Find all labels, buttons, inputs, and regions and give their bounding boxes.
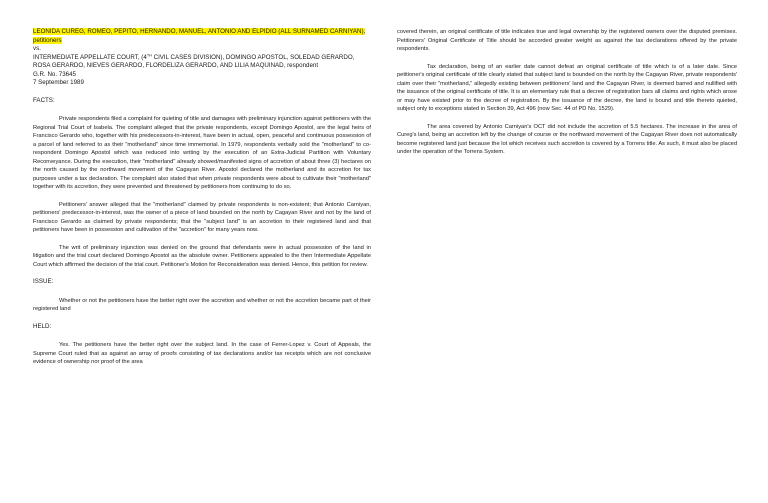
ordinal-superscript: TH	[146, 53, 152, 58]
versus-line: vs.	[33, 45, 41, 52]
held-paragraph-1: Yes. The petitioners have the better right over the subject land. In the case of Ferrer-Lopez v. Court of Appeals, the Supreme Court ruled that as against an array of proofs consisting of tax declarations and/or tax receipts which are not conclusive evidence of ownership nor proof of the area	[33, 342, 371, 365]
case-title-petitioners: LEONIDA CUREG, ROMEO, PEPITO, HERNANDO, MANUEL, ANTONIO AND ELPIDIO (ALL SURNAMED CARNIYAN), petitioners	[33, 28, 366, 44]
held-paragraph-2: Tax declaration, being of an earlier date cannot defeat an original certificate of title which is of a later date. Since petitioner's original certificate of title clearly stated that subject land is bounded on the north by the Cagayan River, private respondents' claim over their "motherland," allegedly existing between petitioners' land and the Cagayan River, is deemed barred and nullified with the issuance of the original certificate of title. It is an elementary rule that a decree of registration bars all claims and rights which arose or may have existed prior to the decree of registration. By the issuance of the decree, the land is bound and title thereto quieted, subject only to exceptions stated in Section 39, Act 496 (now Sec. 44 of PD No. 1529).	[397, 63, 737, 112]
facts-paragraph-2: Petitioners' answer alleged that the "motherland" claimed by private respondents is non-existent; that Antonio Carniyan, petitioners' predecessor-in-interest, was the owner of a piece of land bounded on the north by Cagayan River and not by the land of Francisco Gerardo as claimed by private respondents; that the "subject land" is an accretion to their registered land and that petitioners have been in possession and cultivation of the "accretion" for many years now.	[33, 201, 371, 233]
issue-heading: ISSUE:	[33, 278, 54, 285]
left-column	[33, 0, 371, 367]
case-title-respondents: INTERMEDIATE APPELLATE COURT, (4TH CIVIL CASES DIVISION), DOMINGO APOSTOL, SOLEDAD GERARDO, ROSA GERARDO, NIEVES GERARDO, FLORDELIZA GERARDO, AND LILIA MAQUINAD, respondent	[33, 53, 355, 69]
facts-heading: FACTS:	[33, 96, 55, 104]
held-paragraph-3: The area covered by Antonio Carniyan's OCT did not include the accretion of 5.5 hectares. The increase in the area of Cureg's land, being an accretion left by the change of course or the northward movement of the Cagayan River does not automatically become registered land just because the lot which receives such accretion is covered by a Torrens title. As such, it must also be placed under the operation of the Torrens System.	[397, 123, 737, 155]
issue-paragraph: Whether or not the petitioners have the better right over the accretion and whether or not the accretion became part of their registered land	[33, 297, 371, 312]
decision-date: 7 September 1989	[33, 79, 84, 86]
facts-paragraph-1: Private respondents filed a complaint for quieting of title and damages with preliminary injunction against petitioners with the Regional Trial Court of Isabela. The complaint alleged that the private respondents, except Domingo Apostol, are the legal heirs of Francisco Gerardo who, together with his predecessors-in-interest, have been in actual, open, peaceful and continuous possession of a parcel of land referred to as their "motherland" since time immemorial. In 1979, respondents verbally sold the "motherland" to co-respondent Domingo Apostol which was reduced into writing by the execution of an Extra-Judicial Partition with Voluntary Reconveyance. During the execution, their "motherland" already showed/manifested signs of accretion of about three (3) hectares on the north caused by the northward movement of the Cagayan River. Apostol declared the motherland and its accretion for tax purposes under a tax declaration. The complaint also stated that when private respondents were about to cultivate their "motherland" together with its accretion, they were prevented and threatened by petitioners from continuing to do so.	[33, 116, 371, 190]
held-paragraph-1-continued: covered therein, an original certificate of title indicates true and legal ownership by the registered owners over the disputed premises. Petitioners' Original Certificate of Title should be accorded greater weight as against the tax declarations offered by the private respondents.	[397, 29, 737, 52]
right-column	[397, 0, 737, 157]
gr-number: G.R. No. 73645	[33, 70, 76, 78]
facts-paragraph-3: The writ of preliminary injunction was denied on the ground that defendants were in actual possession of the land in litigation and the trial court declared Domingo Apostol as the absolute owner. Petitioners appealed to the then Intermediate Appellate Court which affirmed the decision of the trial court. Petitioner's Motion for Reconsideration was denied. Hence, this petition for review.	[33, 244, 371, 268]
held-heading: HELD:	[33, 322, 52, 330]
